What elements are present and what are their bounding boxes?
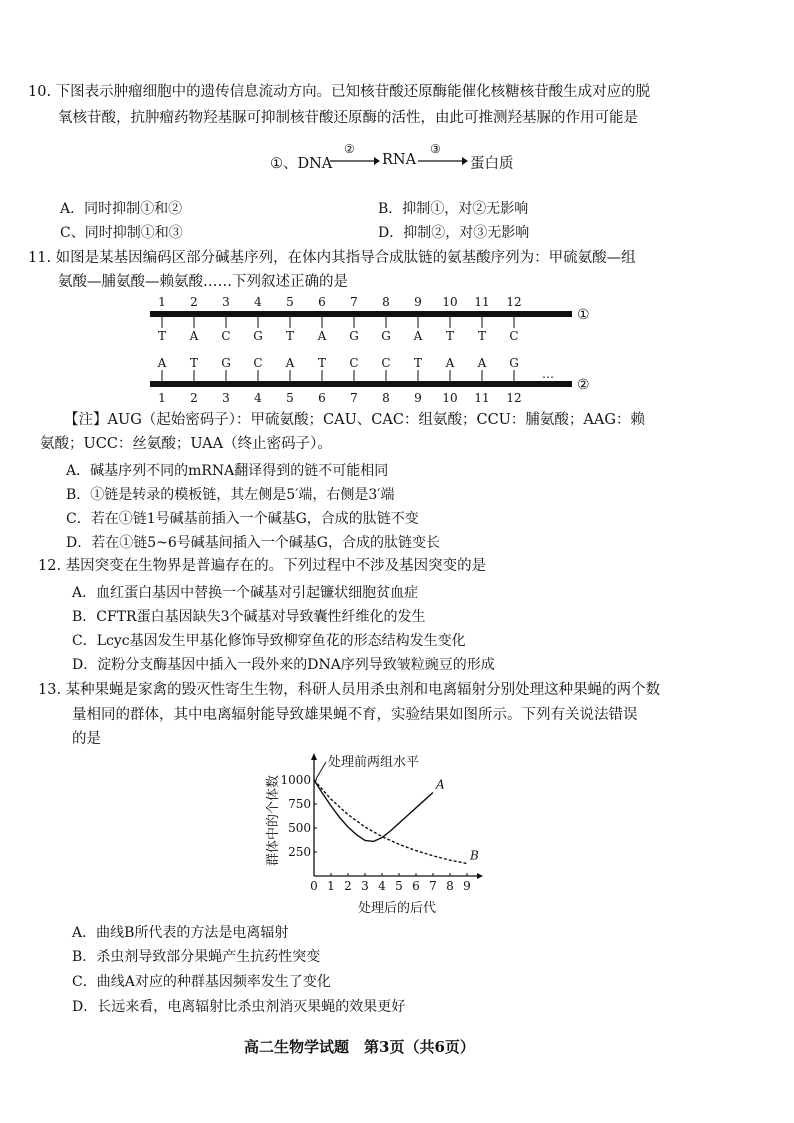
q10-flow-diagram	[270, 142, 514, 176]
page-footer: 高二生物学试题 第3页（共6页）	[244, 1038, 475, 1056]
flow-mid: RNA	[382, 152, 417, 168]
x-tick-label: 6	[412, 879, 420, 893]
strand2-label: ②	[577, 377, 590, 393]
strand1-number: 1	[158, 295, 166, 309]
x-tick-label: 3	[361, 879, 369, 893]
strand2-base: A	[477, 356, 487, 370]
strand1-number: 5	[286, 295, 294, 309]
y-tick-label: 1000	[280, 773, 311, 787]
strand2-number: 4	[254, 391, 262, 405]
strand1-base: A	[413, 329, 423, 343]
strand2-base: A	[285, 356, 295, 370]
strand2-ellipsis: …	[542, 367, 554, 381]
q13-option-c: C．曲线A对应的种群基因频率发生了变化	[72, 974, 331, 990]
x-tick-label: 8	[446, 879, 454, 893]
y-axis-arrow	[311, 753, 317, 760]
x-tick-label: 5	[395, 879, 403, 893]
q11-note-line2: 氨酸；UCC：丝氨酸；UAA（终止密码子）。	[40, 436, 332, 452]
strand2-number: 1	[158, 391, 166, 405]
dna-sequence-diagram	[140, 290, 610, 412]
strand1-number: 4	[254, 295, 262, 309]
strand2-base: A	[445, 356, 455, 370]
strand2-number: 11	[474, 391, 490, 405]
q10-option-a: A．同时抑制①和②	[60, 201, 183, 217]
strand1-number: 7	[350, 295, 358, 309]
strand1-number: 11	[474, 295, 490, 309]
strand1-number: 9	[414, 295, 422, 309]
q12-option-c: C．Lcyc基因发生甲基化修饰导致柳穿鱼花的形态结构发生变化	[72, 633, 466, 649]
y-tick-label: 750	[288, 797, 311, 811]
q13-option-b: B．杀虫剂导致部分果蝇产生抗药性突变	[72, 949, 321, 965]
strand2-base: C	[253, 356, 263, 370]
strand1-base: T	[285, 329, 295, 343]
y-tick-label: 500	[288, 821, 311, 835]
q11-note-line1: 【注】AUG（起始密码子）：甲硫氨酸；CAU、CAC：组氨酸；CCU：脯氨酸；AAG：赖	[64, 412, 645, 428]
q11-stem-line2: 氨酸—脯氨酸—赖氨酸……下列叙述正确的是	[58, 274, 348, 290]
q13-option-a: A．曲线B所代表的方法是电离辐射	[72, 925, 289, 941]
strand2-base: T	[413, 356, 423, 370]
chart-ylabel: 群体中的个体数	[266, 774, 281, 866]
x-axis-arrow	[477, 873, 483, 879]
strand2-number: 7	[350, 391, 358, 405]
strand1-base: G	[381, 329, 391, 343]
series-line-A	[314, 780, 433, 841]
strand2-number: 5	[286, 391, 294, 405]
x-tick-label: 7	[429, 879, 437, 893]
x-tick-label: 1	[327, 879, 335, 893]
q12-option-d: D．淀粉分支酶基因中插入一段外来的DNA序列导致皱粒豌豆的形成	[72, 657, 495, 673]
flow-arrow1-label: ②	[344, 142, 355, 156]
strand1-number: 2	[190, 295, 198, 309]
q12-option-b: B．CFTR蛋白基因缺失3个碱基对导致囊性纤维化的发生	[72, 609, 426, 625]
flow-arrow2	[418, 156, 468, 166]
strand2-base: C	[381, 356, 391, 370]
flow-arrow1	[330, 156, 380, 166]
q13-stem-line3: 的是	[72, 731, 101, 747]
chart-annotation: 处理前两组水平	[328, 755, 420, 770]
strand1-number: 12	[506, 295, 522, 309]
q11-stem-line1: 11. 如图是某基因编码区部分碱基序列，在体内其指导合成肽链的氨基酸序列为：甲硫氨酸—组	[28, 250, 636, 266]
x-tick-label: 0	[310, 879, 318, 893]
strand1-number: 3	[222, 295, 230, 309]
q12-option-a: A．血红蛋白基因中替换一个碱基对引起镰状细胞贫血症	[72, 585, 419, 601]
strand2-number: 9	[414, 391, 422, 405]
strand2-number: 10	[442, 391, 458, 405]
x-tick-label: 2	[344, 879, 352, 893]
strand2-base: T	[189, 356, 199, 370]
series-label-B: B	[470, 848, 479, 863]
q10-option-c: C、同时抑制①和③	[60, 225, 183, 241]
population-chart	[262, 748, 502, 918]
annotation-leader	[316, 762, 326, 779]
chart-xlabel: 处理后的后代	[358, 901, 437, 916]
q11-option-a: A．碱基序列不同的mRNA翻译得到的链不可能相同	[66, 463, 389, 479]
strand1-base: T	[477, 329, 487, 343]
flow-start: ①、DNA	[270, 156, 333, 172]
strand2-number: 2	[190, 391, 198, 405]
q11-option-d: D．若在①链5~6号碱基间插入一个碱基G，合成的肽链变长	[66, 535, 440, 551]
q11-option-c: C．若在①链1号碱基前插入一个碱基G，合成的肽链不变	[66, 511, 419, 527]
q13-stem-line1: 13. 某种果蝇是家禽的毁灭性寄生生物，科研人员用杀虫剂和电离辐射分别处理这种果蝇的两个数	[38, 682, 661, 698]
series-label-A: A	[436, 777, 445, 792]
strand1-number: 6	[318, 295, 326, 309]
flow-arrow2-label: ③	[430, 142, 441, 156]
q10-option-d: D．抑制②，对③无影响	[378, 225, 530, 241]
strand1-base: A	[189, 329, 199, 343]
q12-stem-line1: 12. 基因突变在生物界是普遍存在的。下列过程中不涉及基因突变的是	[38, 558, 487, 574]
x-tick-label: 4	[378, 879, 386, 893]
strand2-number: 8	[382, 391, 390, 405]
strand1-base: G	[253, 329, 263, 343]
q10-option-b: B．抑制①，对②无影响	[378, 201, 529, 217]
q13-option-d: D．长远来看，电离辐射比杀虫剂消灭果蝇的效果更好	[72, 999, 406, 1015]
strand1-base: C	[221, 329, 231, 343]
flow-end: 蛋白质	[470, 156, 514, 172]
strand2-base: G	[509, 356, 519, 370]
strand2-number: 6	[318, 391, 326, 405]
strand1-base: A	[317, 329, 327, 343]
strand1-label: ①	[577, 307, 590, 323]
strand2-base: G	[221, 356, 231, 370]
strand1-number: 10	[442, 295, 458, 309]
strand2-number: 3	[222, 391, 230, 405]
strand2-base: T	[317, 356, 327, 370]
strand2-base: A	[157, 356, 167, 370]
strand1-base: T	[445, 329, 455, 343]
q11-option-b: B．①链是转录的模板链，其左侧是5′端，右侧是3′端	[66, 487, 395, 503]
q10-stem-line2: 氧核苷酸，抗肿瘤药物羟基脲可抑制核苷酸还原酶的活性，由此可推测羟基脲的作用可能是	[58, 110, 638, 126]
series-line-B	[314, 780, 467, 864]
x-tick-label: 9	[463, 879, 471, 893]
q13-stem-line2: 量相同的群体，其中电离辐射能导致雄果蝇不育，实验结果如图所示。下列有关说法错误	[72, 707, 638, 723]
q10-stem-line1: 10. 下图表示肿瘤细胞中的遗传信息流动方向。已知核苷酸还原酶能催化核糖核苷酸生成对应的脱	[28, 84, 651, 100]
y-tick-label: 250	[288, 845, 311, 859]
strand2-base: C	[349, 356, 359, 370]
strand2-number: 12	[506, 391, 522, 405]
strand1-number: 8	[382, 295, 390, 309]
strand1-base: T	[157, 329, 167, 343]
strand1-base: G	[349, 329, 359, 343]
strand1-base: C	[509, 329, 519, 343]
